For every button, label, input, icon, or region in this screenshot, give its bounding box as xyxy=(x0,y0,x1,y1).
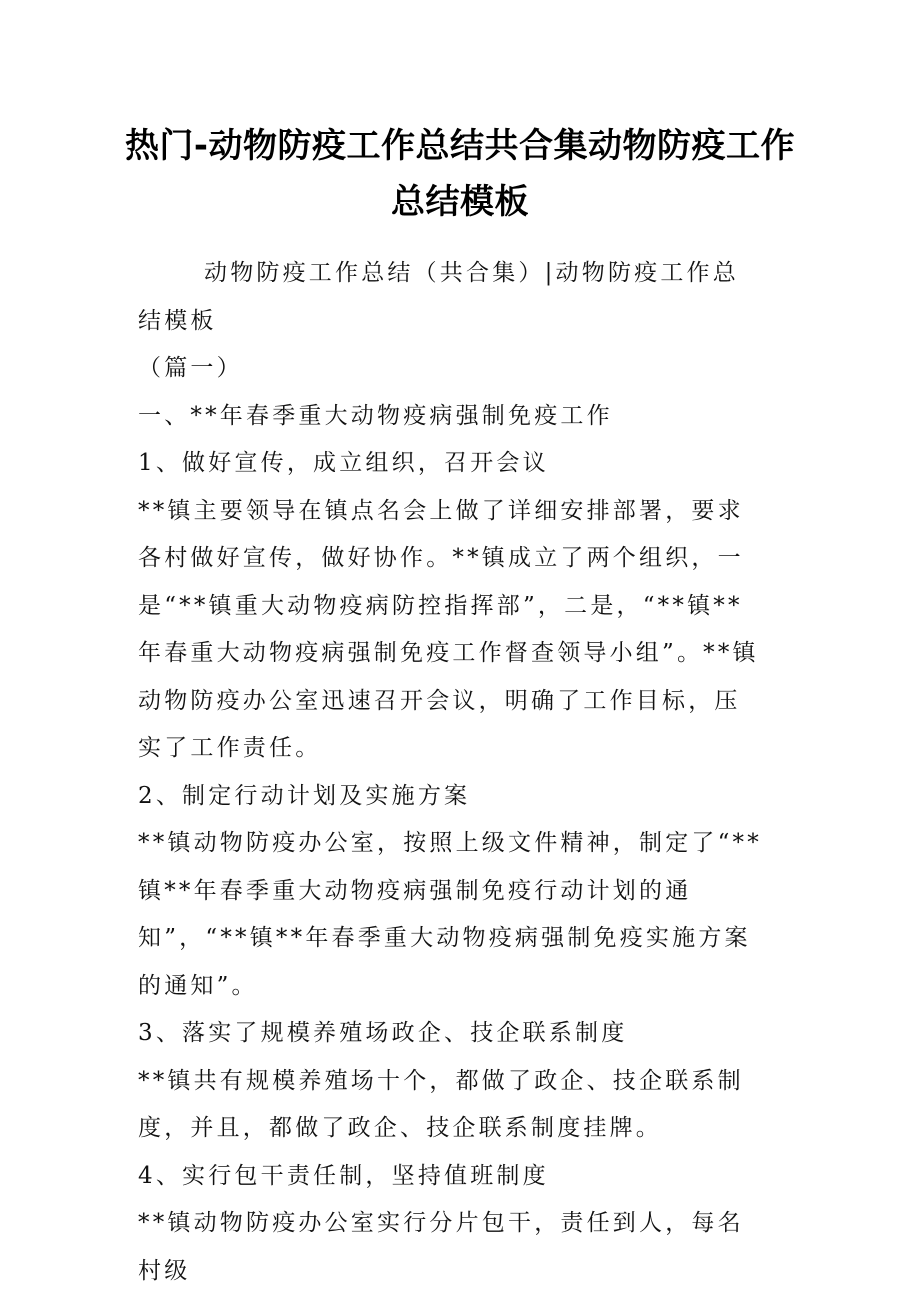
body-paragraph-2: **镇动物防疫办公室，按照上级文件精神，制定了“**镇**年春季重大动物疫病强制免疫行动计划的通知”，“**镇**年春季重大动物疫病强制免疫实施方案的通知”。 xyxy=(138,830,762,999)
heading-item-2: 2、制定行动计划及实施方案 xyxy=(138,782,471,809)
body-paragraph-1: **镇主要领导在镇点名会上做了详细安排部署，要求各村做好宣传，做好协作。**镇成立了两个组织，一是“**镇重大动物疫病防控指挥部”，二是，“**镇**年春重大动物疫病强制免疫工作督查领导小组”。**镇动物防疫办公室迅速召开会议，明确了工作目标，压实了工作责任。 xyxy=(138,497,759,761)
section-label: （篇一） xyxy=(138,355,243,381)
heading-level-1: 一、**年春季重大动物疫病强制免疫工作 xyxy=(138,402,613,429)
heading-item-3: 3、落实了规模养殖场政企、技企联系制度 xyxy=(138,1020,628,1046)
body-paragraph-4: **镇动物防疫办公室实行分片包干，责任到人，每名村级 xyxy=(138,1210,744,1284)
subtitle-paragraph: 动物防疫工作总结（共合集）|动物防疫工作总结模板 xyxy=(138,260,739,334)
document-title: 热门-动物防疫工作总结共合集动物防疫工作总结模板 xyxy=(124,126,796,222)
heading-item-1: 1、做好宣传，成立组织，召开会议 xyxy=(138,450,549,476)
body-paragraph-3: **镇共有规模养殖场十个，都做了政企、技企联系制度，并且，都做了政企、技企联系制度挂牌。 xyxy=(138,1067,744,1141)
heading-item-4: 4、实行包干责任制，坚持值班制度 xyxy=(138,1162,549,1189)
document-body xyxy=(138,250,763,1295)
